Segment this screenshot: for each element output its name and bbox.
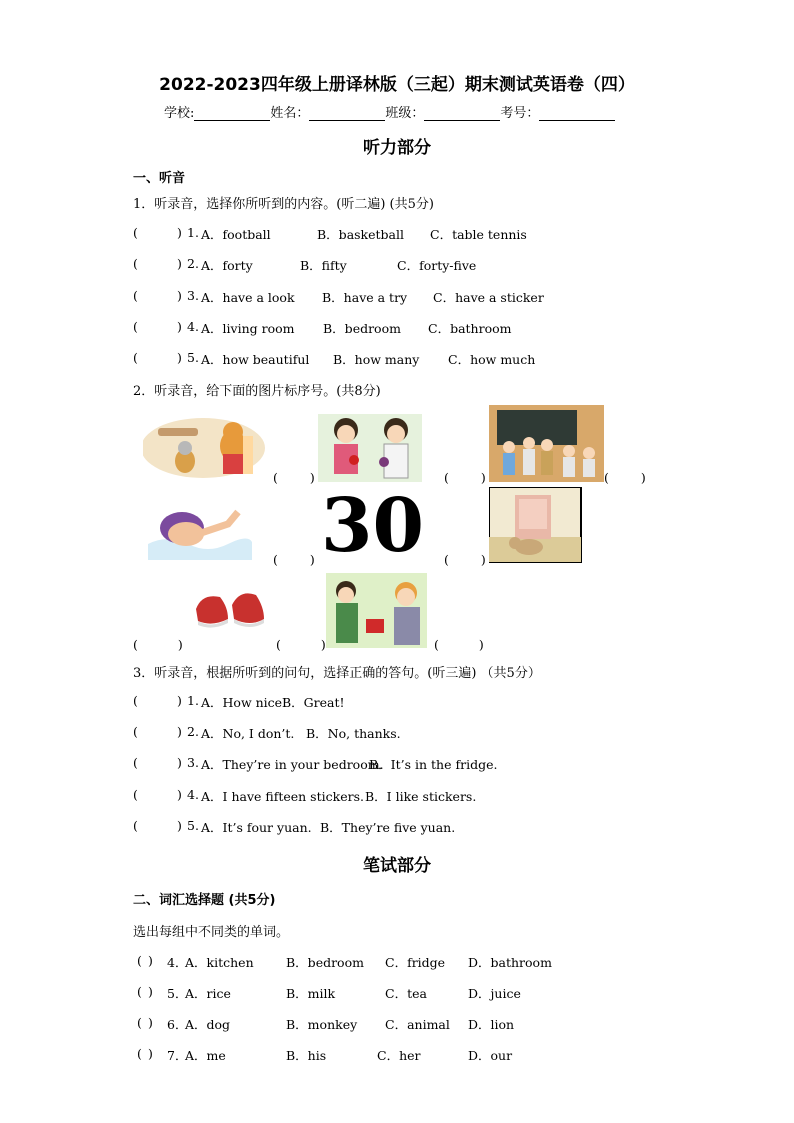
option-b[interactable]: B．It’s in the fridge. [369, 757, 498, 772]
option-b[interactable]: B．I like stickers. [365, 789, 477, 804]
option-c[interactable]: C．forty-five [397, 258, 477, 273]
close-paren: ) [309, 552, 315, 567]
option-c[interactable]: C．animal [385, 1017, 450, 1032]
option-a[interactable]: A．kitchen [185, 955, 254, 970]
part2-heading: 二、词汇选择题 (共5分) [133, 893, 276, 908]
close-paren: ) [177, 225, 182, 240]
answer-bracket[interactable] [604, 470, 646, 485]
number-label: 考号： [500, 106, 540, 121]
writing-heading: 笔试部分 [363, 856, 431, 876]
close-paren: ) [177, 319, 182, 334]
close-paren: ) [177, 724, 182, 739]
option-c[interactable]: C．fridge [385, 955, 446, 970]
class-label: 班级： [385, 106, 425, 121]
open-paren: ( [444, 552, 449, 567]
option-d[interactable]: D．lion [468, 1017, 515, 1032]
option-a[interactable]: A．how beautiful [201, 352, 310, 367]
option-b[interactable]: B．No, thanks. [306, 726, 401, 741]
part2-instruction: 选出每组中不同类的单词。 [133, 925, 290, 940]
option-c[interactable]: C．her [377, 1048, 421, 1063]
item-num: 1. [187, 693, 199, 708]
vocab-item [137, 1015, 515, 1032]
open-paren: ( [137, 1046, 142, 1061]
close-paren: ) [177, 637, 183, 652]
vocab-item [137, 953, 552, 970]
q3-item [133, 724, 401, 741]
option-a[interactable]: A．How nice! [201, 695, 288, 710]
q3-item [133, 787, 477, 804]
answer-bracket[interactable] [444, 470, 486, 485]
answer-bracket[interactable] [273, 552, 315, 567]
part1-heading: 一、听音 [133, 171, 186, 186]
open-paren: ( [133, 288, 138, 303]
name-blank[interactable] [309, 108, 385, 121]
option-b[interactable]: B．bedroom [323, 321, 401, 336]
open-paren: ( [133, 755, 138, 770]
room-dog-picture [489, 487, 583, 564]
close-paren: ) [177, 755, 182, 770]
option-a[interactable]: A．living room [201, 321, 295, 336]
option-b[interactable]: B．monkey [286, 1017, 358, 1032]
option-a[interactable]: A．forty [201, 258, 253, 273]
open-paren: ( [133, 319, 138, 334]
item-num: 4． [167, 955, 188, 970]
open-paren: ( [137, 953, 142, 968]
open-paren: ( [133, 225, 138, 240]
open-paren: ( [133, 818, 138, 833]
open-paren: ( [133, 256, 138, 271]
girl-boy-fruit-picture [318, 414, 422, 482]
item-num: 2. [187, 724, 199, 739]
item-num: 7． [167, 1048, 188, 1063]
option-a[interactable]: A．rice [185, 986, 231, 1001]
option-a[interactable]: A．I have fifteen stickers. [201, 789, 364, 804]
option-b[interactable]: B．his [286, 1048, 327, 1063]
info-line [164, 102, 615, 121]
q2-instruction: 2．听录音，给下面的图片标序号。(共8分) [133, 384, 381, 399]
item-num: 5． [167, 986, 188, 1001]
open-paren: ( [604, 470, 609, 485]
close-paren: ) [480, 470, 486, 485]
vocab-item [137, 1046, 513, 1063]
close-paren: ) [177, 818, 182, 833]
open-paren: ( [133, 724, 138, 739]
close-paren: ) [177, 787, 182, 802]
classroom-picture [489, 405, 604, 482]
close-paren: ) [309, 470, 315, 485]
number-thirty: 30 [321, 483, 424, 569]
number-blank[interactable] [539, 108, 615, 121]
option-c[interactable]: C．bathroom [428, 321, 512, 336]
open-paren: ( [137, 1015, 142, 1030]
answer-bracket[interactable] [444, 552, 486, 567]
close-paren: ) [320, 637, 326, 652]
open-paren: ( [434, 637, 439, 652]
q1-item [133, 350, 536, 367]
q3-item [133, 818, 456, 835]
option-d[interactable]: D．bathroom [468, 955, 552, 970]
swimming-picture [148, 504, 252, 560]
option-b[interactable]: B．milk [286, 986, 336, 1001]
option-a[interactable]: A．dog [185, 1017, 231, 1032]
option-a[interactable]: A．me [185, 1048, 226, 1063]
option-b[interactable]: B．They’re five yuan. [320, 820, 456, 835]
listening-heading: 听力部分 [363, 138, 431, 158]
q1-item [133, 225, 527, 242]
shopping-picture [326, 573, 427, 648]
q3-item [133, 755, 498, 772]
option-c[interactable]: C．table tennis [430, 227, 527, 242]
answer-bracket[interactable] [434, 637, 484, 652]
option-b[interactable]: B．how many [333, 352, 420, 367]
page-title: 2022-2023四年级上册译林版（三起）期末测试英语卷（四） [159, 75, 635, 95]
q3-item [133, 693, 345, 710]
close-paren: ) [640, 470, 646, 485]
option-b[interactable]: B．fifty [300, 258, 347, 273]
option-b[interactable]: B．Great! [282, 695, 345, 710]
item-num: 1. [187, 225, 199, 240]
cat-mouse-picture [143, 416, 268, 481]
item-num: 6． [167, 1017, 188, 1032]
close-paren: ) [177, 256, 182, 271]
option-c[interactable]: C．how much [448, 352, 536, 367]
school-blank[interactable] [194, 108, 270, 121]
school-label: 学校: [164, 106, 195, 121]
option-a[interactable]: A．No, I don’t. [201, 726, 295, 741]
answer-bracket[interactable] [276, 637, 326, 652]
close-paren: ) [177, 350, 182, 365]
option-a[interactable]: A．It’s four yuan. [201, 820, 312, 835]
close-paren: ) [177, 288, 182, 303]
option-a[interactable]: A．football [201, 227, 271, 242]
option-c[interactable]: C．tea [385, 986, 427, 1001]
close-paren: ) [478, 637, 484, 652]
q3-instruction: 3．听录音，根据所听到的问句，选择正确的答句。(听三遍) （共5分） [133, 666, 541, 681]
q1-item [133, 256, 477, 273]
option-d[interactable]: D．juice [468, 986, 521, 1001]
close-paren: ) [177, 693, 182, 708]
item-num: 4. [187, 319, 199, 334]
class-blank[interactable] [424, 108, 500, 121]
open-paren: ( [273, 470, 278, 485]
close-paren: ) [148, 1046, 153, 1061]
item-num: 3. [187, 755, 199, 770]
option-b[interactable]: B．basketball [317, 227, 404, 242]
close-paren: ) [148, 953, 153, 968]
option-c[interactable]: C．have a sticker [433, 290, 544, 305]
q1-instruction: 1．听录音，选择你所听到的内容。(听二遍) (共5分) [133, 197, 434, 212]
open-paren: ( [137, 984, 142, 999]
close-paren: ) [480, 552, 486, 567]
option-a[interactable]: A．They’re in your bedroom. [201, 757, 384, 772]
answer-bracket[interactable] [273, 470, 315, 485]
open-paren: ( [276, 637, 281, 652]
item-num: 5. [187, 350, 199, 365]
option-b[interactable]: B．bedroom [286, 955, 364, 970]
open-paren: ( [133, 787, 138, 802]
close-paren: ) [148, 1015, 153, 1030]
item-num: 4. [187, 787, 199, 802]
option-a[interactable]: A．have a look [201, 290, 295, 305]
open-paren: ( [133, 637, 138, 652]
item-num: 2. [187, 256, 199, 271]
open-paren: ( [273, 552, 278, 567]
open-paren: ( [133, 693, 138, 708]
vocab-item [137, 984, 521, 1001]
shoes-picture [192, 587, 267, 631]
item-num: 3. [187, 288, 199, 303]
q1-item [133, 319, 512, 336]
answer-bracket[interactable] [133, 637, 183, 652]
item-num: 5. [187, 818, 199, 833]
option-b[interactable]: B．have a try [322, 290, 408, 305]
open-paren: ( [444, 470, 449, 485]
option-d[interactable]: D．our [468, 1048, 513, 1063]
close-paren: ) [148, 984, 153, 999]
q1-item [133, 288, 544, 305]
open-paren: ( [133, 350, 138, 365]
name-label: 姓名： [270, 106, 310, 121]
